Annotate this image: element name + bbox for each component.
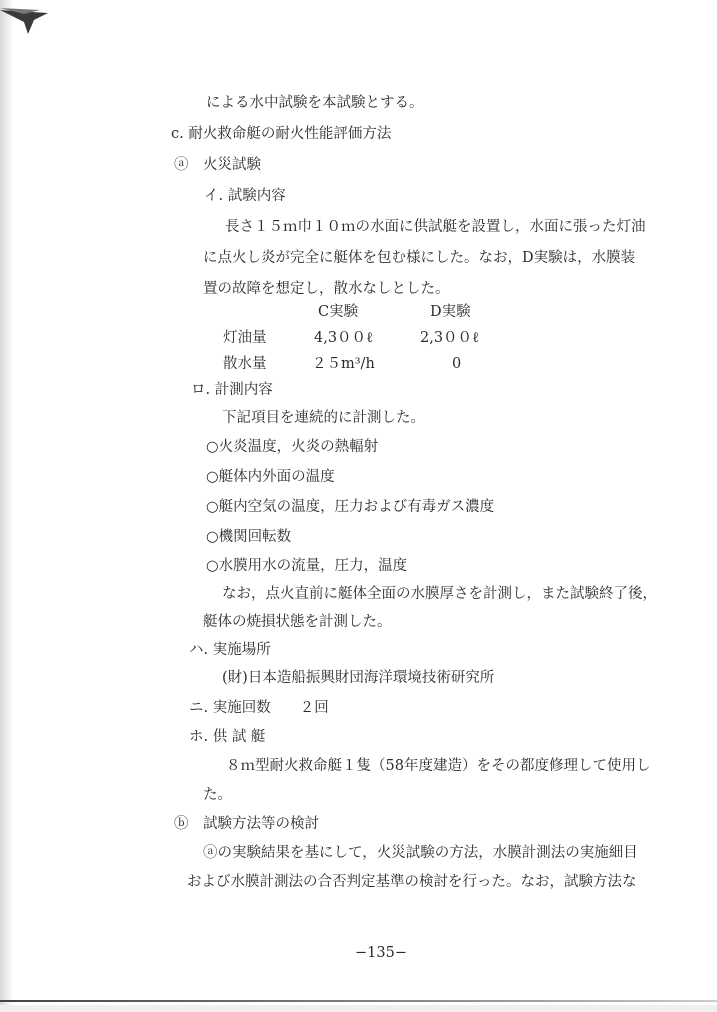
text-line: および水膜計測法の合否判定基準の検討を行った。なお，試験方法な bbox=[187, 874, 637, 890]
table-row-label: 灯油量 bbox=[223, 330, 267, 346]
table-header-d: D実験 bbox=[430, 304, 471, 320]
table-cell: 4,3００ℓ bbox=[314, 330, 374, 346]
text-line: 艇体の焼損状態を計測した。 bbox=[203, 614, 392, 630]
item-heading-ni: ニ. 実施回数 ２回 bbox=[189, 700, 329, 716]
table-cell: 2,3００ℓ bbox=[420, 330, 480, 346]
text-line: 下記項目を連続的に計測した。 bbox=[222, 410, 425, 426]
item-heading-ho: ホ. 供 試 艇 bbox=[189, 729, 266, 745]
subsection-heading-a: ⓐ 火災試験 bbox=[174, 157, 261, 173]
table-header-c: C実験 bbox=[318, 304, 359, 320]
text-line: による水中試験を本試験とする。 bbox=[206, 95, 424, 111]
table-cell: ２５m³/h bbox=[312, 356, 375, 372]
list-item: ○火炎温度，火炎の熱輻射 bbox=[206, 439, 379, 455]
page-number: −135− bbox=[355, 945, 407, 961]
text-line: ⓐの実験結果を基にして，火災試験の方法，水膜計測法の実施細目 bbox=[203, 845, 638, 861]
item-heading-i: イ. 試験内容 bbox=[204, 188, 286, 204]
item-heading-ro: ロ. 計測内容 bbox=[191, 382, 273, 398]
scan-edge-line bbox=[0, 1000, 717, 1002]
text-line: なお，点火直前に艇体全面の水膜厚さを計測し，また試験終了後， bbox=[222, 586, 657, 602]
text-line: 置の故障を想定し，散水なしとした。 bbox=[203, 281, 450, 297]
text-line: ８ｍ型耐火救命艇１隻（58年度建造）をその都度修理して使用し bbox=[226, 758, 651, 774]
table-row-label: 散水量 bbox=[223, 356, 267, 372]
table-cell: 0 bbox=[452, 356, 462, 372]
item-heading-ha: ハ. 実施場所 bbox=[189, 642, 271, 658]
text-line: に点火し炎が完全に艇体を包む様にした。なお，D実験は，水膜装 bbox=[203, 250, 636, 266]
list-item: ○水膜用水の流量，圧力，温度 bbox=[206, 558, 408, 574]
staple-mark-icon bbox=[0, 0, 48, 40]
list-item: ○機関回転数 bbox=[206, 529, 292, 545]
scan-shadow-left bbox=[0, 0, 14, 1012]
text-line: た。 bbox=[203, 787, 232, 803]
text-line: (財)日本造船振興財団海洋環境技術研究所 bbox=[222, 670, 495, 686]
subsection-heading-b: ⓑ 試験方法等の検討 bbox=[174, 816, 319, 832]
scan-edge-shadow bbox=[0, 1005, 717, 1012]
list-item: ○艇内空気の温度，圧力および有毒ガス濃度 bbox=[206, 499, 495, 515]
text-line: 長さ１５ｍ巾１０ｍの水面に供試艇を設置し，水面に張った灯油 bbox=[225, 219, 646, 235]
list-item: ○艇体内外面の温度 bbox=[206, 469, 335, 485]
section-heading-c: c. 耐火救命艇の耐火性能評価方法 bbox=[171, 126, 392, 142]
